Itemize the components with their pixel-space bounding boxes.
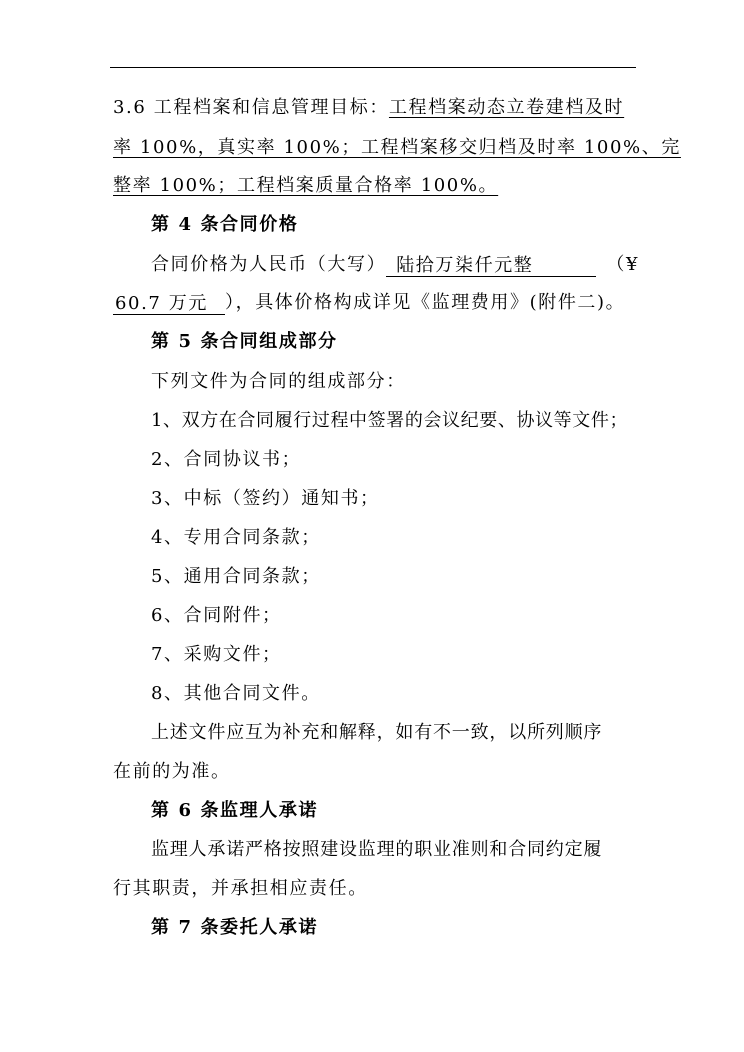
article-5-item-8: 8、其他合同文件。 (151, 683, 321, 704)
article-5-item-2: 2、合同协议书； (151, 449, 302, 470)
article-7-title: 第 7 条委托人承诺 (151, 917, 319, 938)
article-5-item-6: 6、合同附件； (151, 605, 282, 626)
article-5-item-1: 1、双方在合同履行过程中签署的会议纪要、协议等文件； (151, 410, 629, 431)
article-6-title: 第 6 条监理人承诺 (151, 800, 319, 821)
section-3-6-underlined: 工程档案动态立卷建档及时 (388, 97, 625, 118)
article-6-body-line-1: 监理人承诺严格按照建设监理的职业准则和合同约定履 (151, 839, 603, 860)
section-3-6-line-3-text: 整率 100%；工程档案质量合格率 100%。 (113, 175, 499, 196)
section-3-6-line-3 (113, 174, 639, 198)
price-number-blank (113, 292, 225, 315)
header-rule (110, 67, 636, 68)
section-3-6-line-1 (113, 96, 639, 120)
article-5-item-5: 5、通用合同条款； (151, 566, 321, 587)
article-5-item-3: 3、中标（签约）通知书； (151, 488, 380, 509)
price-words-blank (386, 254, 596, 277)
article-5-item-7: 7、采购文件； (151, 644, 282, 665)
price-prefix: 合同价格为人民币（大写） (151, 254, 387, 275)
article-5-title: 第 5 条合同组成部分 (151, 331, 338, 352)
article-5-closing-line-1: 上述文件应互为补充和解释，如有不一致，以所列顺序 (151, 722, 603, 743)
price-words: 陆拾万柒仟元整 (396, 255, 534, 276)
price-number: 60.7 万元 (115, 293, 208, 314)
section-3-6-prefix: 3.6 工程档案和信息管理目标： (113, 97, 389, 118)
section-3-6-line-2: 率 100%，真实率 100%；工程档案移交归档及时率 100%、完 (113, 137, 681, 158)
price-bracket-open: （¥ (606, 254, 639, 275)
article-4-price-line-2 (113, 291, 639, 315)
article-4-title: 第 4 条合同价格 (151, 214, 299, 235)
article-5-item-4: 4、专用合同条款； (151, 527, 321, 548)
article-6-body-line-2: 行其职责，并承担相应责任。 (113, 878, 368, 899)
article-5-intro: 下列文件为合同的组成部分： (151, 371, 406, 392)
price-suffix: ），具体价格构成详见《监理费用》(附件二)。 (225, 292, 626, 313)
article-4-price-line (151, 253, 639, 277)
article-5-closing-line-2: 在前的为准。 (113, 761, 231, 782)
